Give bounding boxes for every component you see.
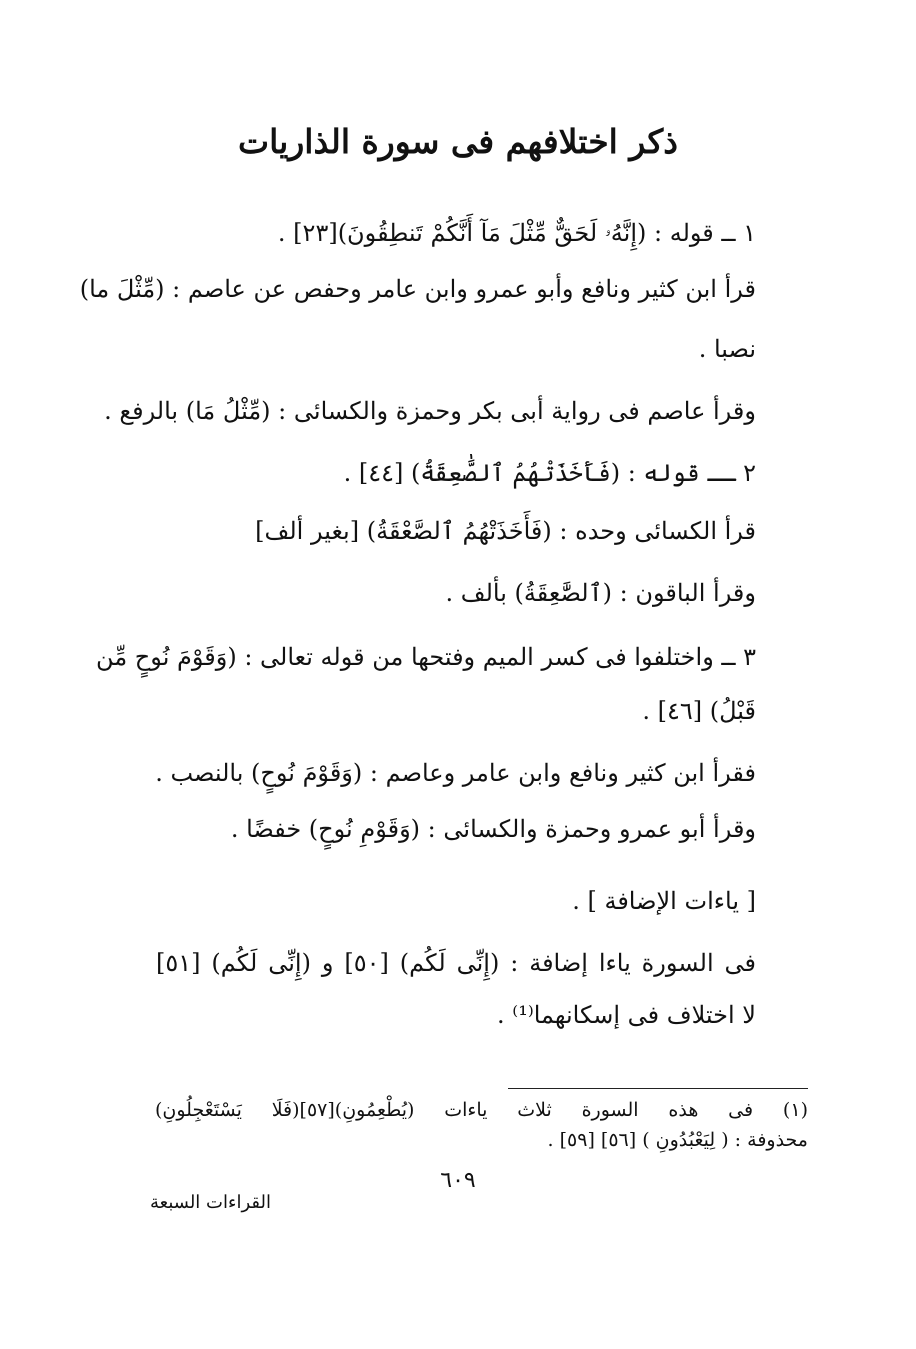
paragraph-line: فقرأ ابن كثير ونافع وابن عامر وعاصم : (وَقَوْمَ نُوحٍ) بالنصب .	[155, 759, 756, 787]
footnote-separator	[508, 1088, 808, 1089]
section-heading-yaat-idafa: [ ياءات الإضافة ] .	[572, 887, 756, 915]
item-1-heading: ١ ــ قوله : (إِنَّهُۥ لَحَقٌّ مِّثْلَ مَآ أَنَّكُمْ تَنطِقُونَ)[٢٣] .	[277, 219, 756, 247]
item-3-heading: ٣ ــ واختلفوا فى كسر الميم وفتحها من قوله تعالى : (وَقَوْمَ نُوحٍ مِّن	[96, 643, 756, 671]
chapter-title: ذكر اختلافهم فى سورة الذاريات	[238, 122, 678, 161]
footnote-line: (١) فى هذه السورة ثلاث ياءات (يُطْعِمُونِ)[٥٧](فَلَا يَسْتَعْجِلُونِ)	[155, 1099, 808, 1121]
paragraph-line: وقرأ عاصم فى رواية أبى بكر وحمزة والكسائى : (مِّثْلُ مَا) بالرفع .	[104, 397, 756, 425]
book-title-footer: القراءات السبعة	[150, 1192, 271, 1213]
paragraph-line: وقرأ الباقون : (ٱلصَّٰعِقَةُ) بألف .	[445, 579, 756, 607]
paragraph-line: قَبْلُ) [٤٦] .	[642, 697, 756, 725]
item-2-heading: ٢ ــ قوله : (فَأَخَذَتْهُمُ ٱلصَّٰعِقَةُ) [٤٤] .	[343, 459, 756, 487]
page-number: ٦٠٩	[440, 1168, 476, 1193]
footnote-line: محذوفة : ( لِيَعْبُدُونِ ) [٥٦] [٥٩] .	[547, 1129, 808, 1151]
paragraph-line: قرأ الكسائى وحده : (فَأَخَذَتْهُمُ ٱلصَّعْقَةُ) [بغير ألف]	[255, 517, 756, 545]
paragraph-line: نصبا .	[698, 335, 756, 363]
paragraph-line: وقرأ أبو عمرو وحمزة والكسائى : (وَقَوْمِ نُوحٍ) خفضًا .	[230, 815, 756, 843]
paragraph-line: فى السورة ياءا إضافة : (إِنِّى لَكُم) [٥٠] و (إِنِّى لَكُم) [٥١]	[156, 949, 757, 977]
paragraph-line: لا اختلاف فى إسكانهما⁽¹⁾ .	[497, 1001, 756, 1029]
paragraph-line: قرأ ابن كثير ونافع وأبو عمرو وابن عامر وحفص عن عاصم : (مِّثْلَ ما)	[79, 275, 756, 303]
